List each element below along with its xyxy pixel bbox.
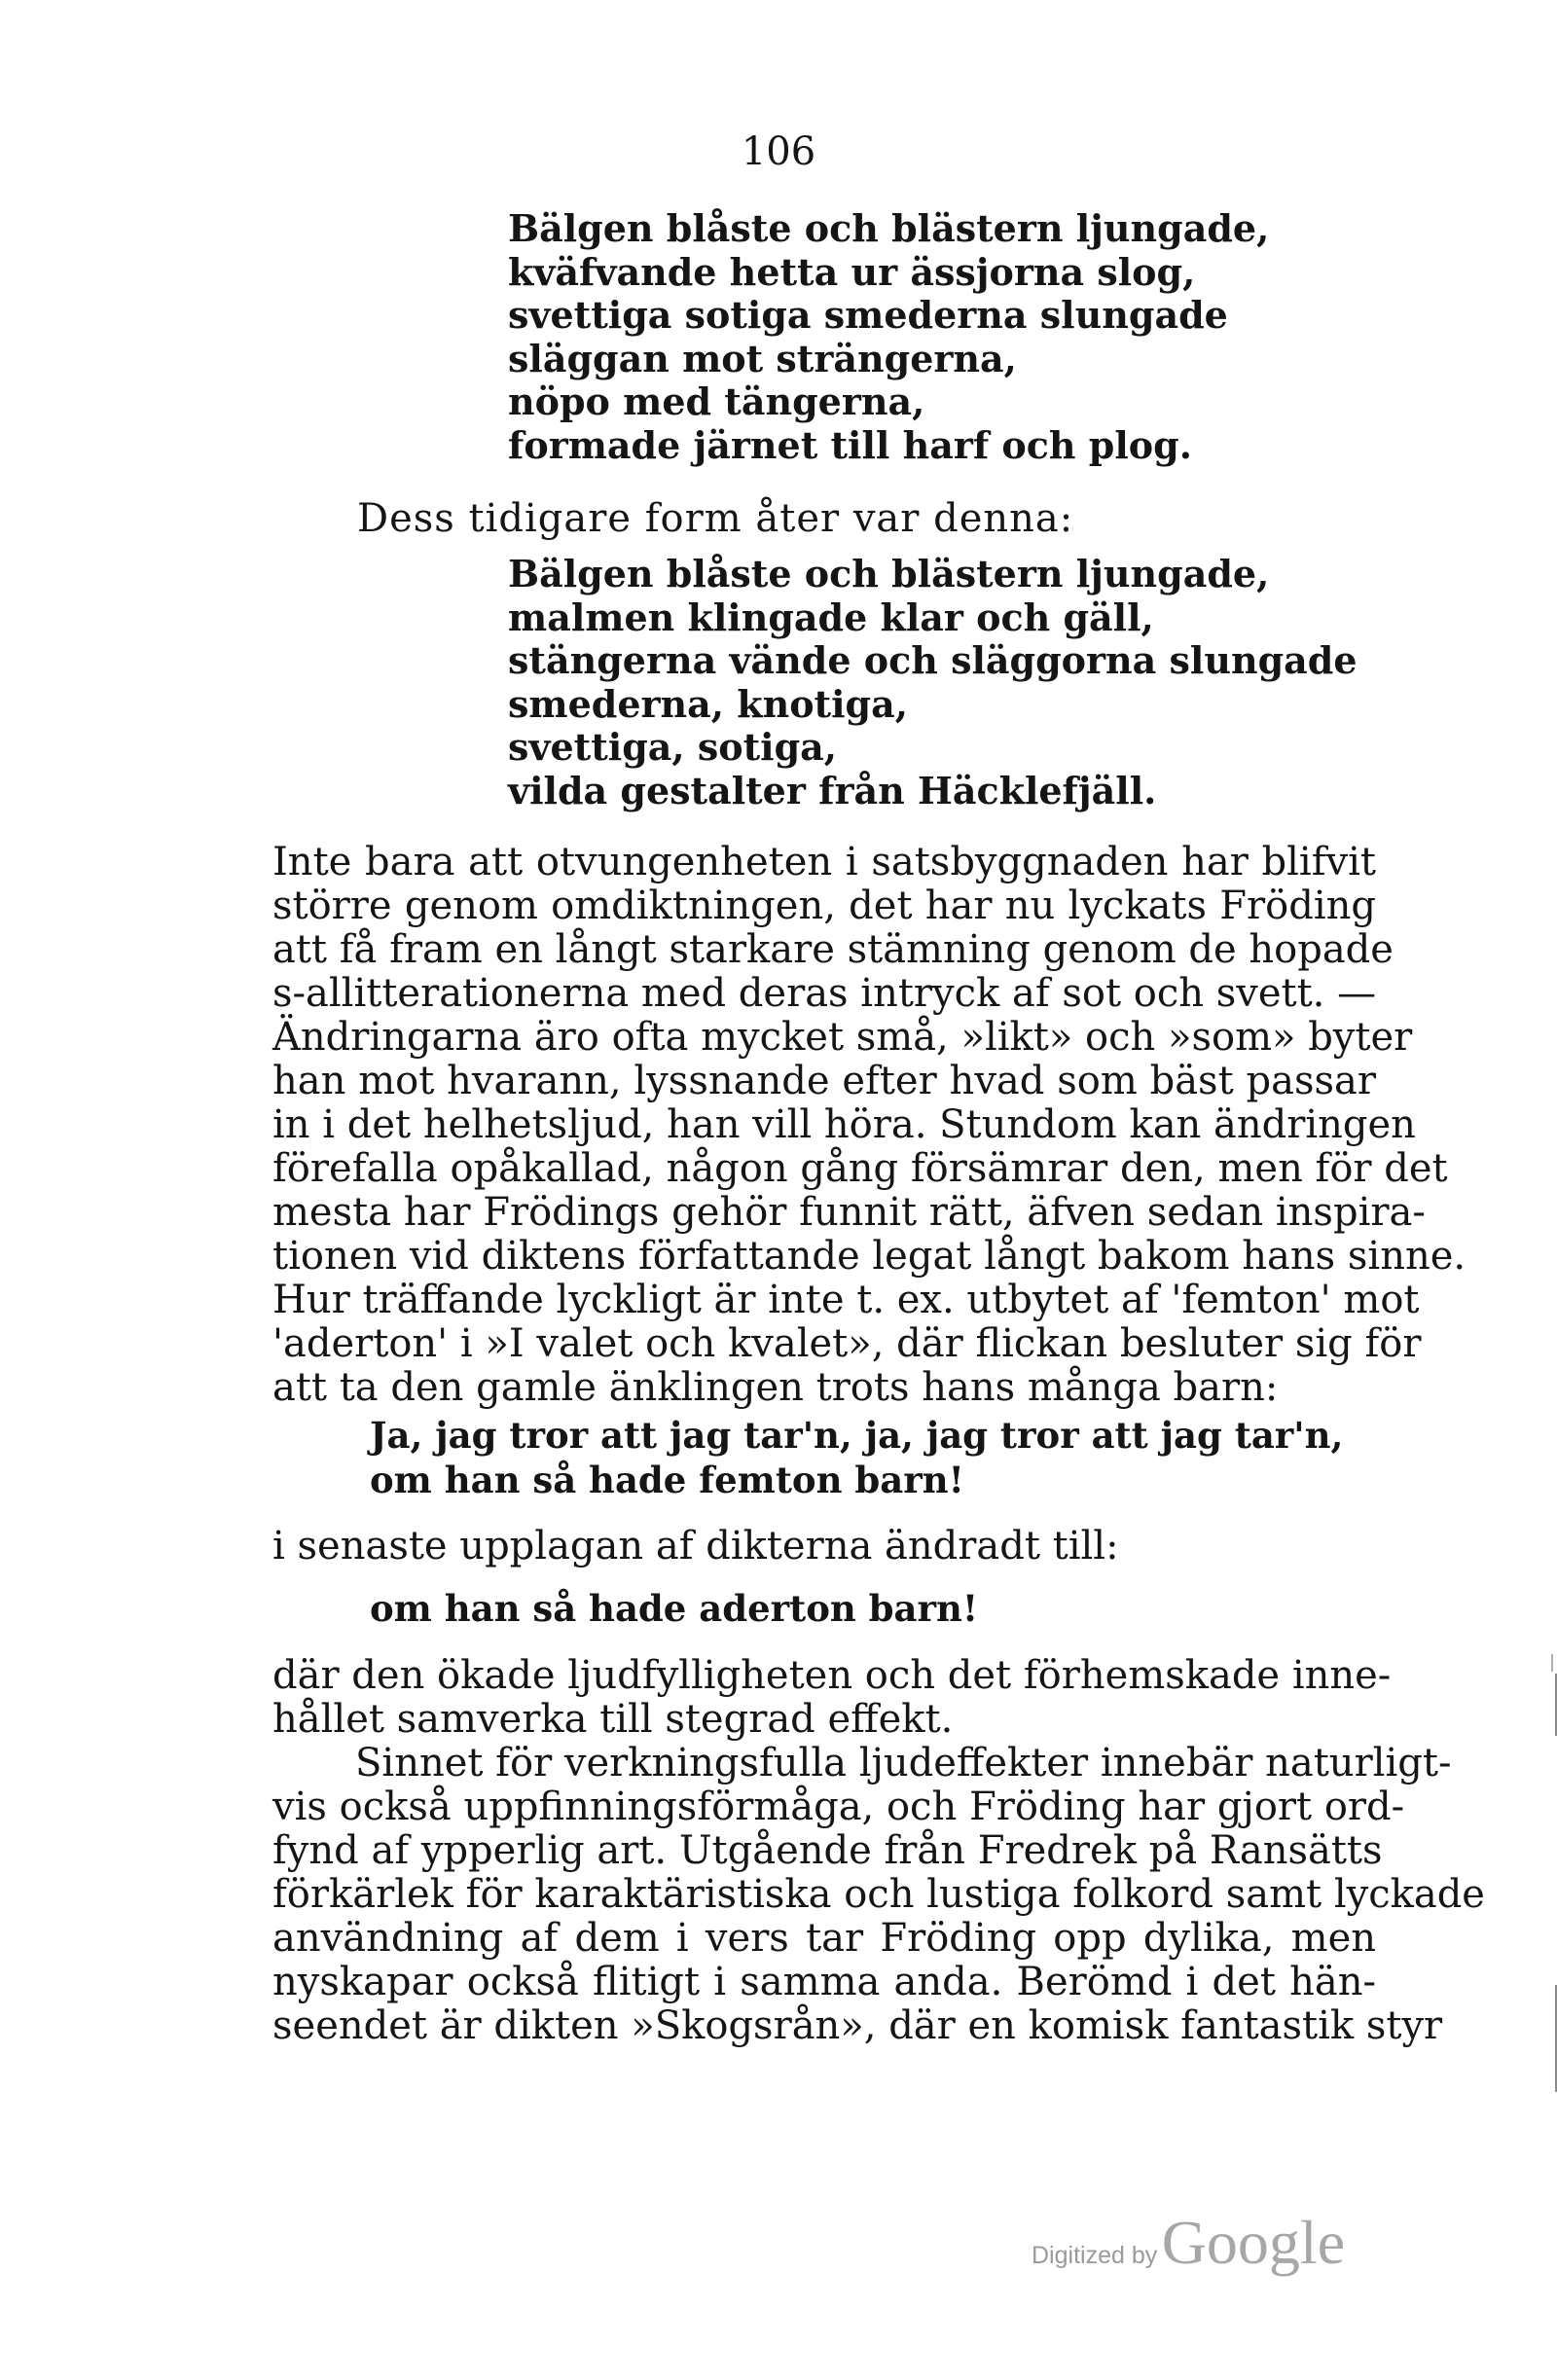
verse-line: formade järnet till harf och plog. (508, 422, 1192, 467)
poem-stanza-original (508, 207, 1269, 468)
verse-line: vilda gestalter från Häcklefjäll. (508, 768, 1157, 812)
transition-line: i senaste upplagan af dikterna ändradt till: (272, 1524, 1119, 1569)
text-line: mesta har Frödings gehör funnit rätt, äfven sedan inspira- (272, 1190, 1426, 1235)
verse-line: Bälgen blåste och blästern ljungade, (508, 206, 1270, 250)
text-line: 'aderton' i »I valet och kvalet», där flickan besluter sig för (272, 1321, 1422, 1366)
text-line: Hur träffande lyckligt är inte t. ex. utbytet af 'femton' mot (272, 1278, 1420, 1322)
text-line: in i det helhetsljud, han vill höra. Stundom kan ändringen (272, 1102, 1416, 1147)
verse-line: Bälgen blåste och blästern ljungade, (508, 552, 1270, 595)
text-line: han mot hvarann, lyssnande efter hvad som bäst passar (272, 1059, 1376, 1103)
text-line: vis också uppfinningsförmåga, och Fröding har gjort ord- (272, 1785, 1405, 1829)
text-line: där den ökade ljudfylligheten och det förhemskade inne- (272, 1653, 1392, 1698)
digitized-watermark (1032, 2207, 1345, 2279)
text-line: Sinnet för verkningsfulla ljudeffekter innebär naturligt- (355, 1741, 1452, 1785)
text-line: Inte bara att otvungenheten i satsbyggnaden har blifvit (272, 840, 1376, 884)
quote-line: om han så hade femton barn! (370, 1459, 964, 1501)
verse-line: kväfvande hetta ur ässjorna slog, (508, 249, 1196, 294)
text-line: att få fram en långt starkare stämning genom de hopade (272, 927, 1394, 972)
text-line: användning af dem i vers tar Fröding opp dylika, men (272, 1916, 1376, 1961)
text-line: förefalla opåkallad, någon gång försämrar den, men för det (272, 1146, 1448, 1191)
quote-line: om han så hade aderton barn! (370, 1587, 979, 1630)
body-paragraph-2 (272, 1653, 1392, 1742)
text-line: att ta den gamle änklingen trots hans många barn: (272, 1365, 1279, 1410)
page-number: 106 (741, 129, 816, 174)
text-line: hållet samverka till stegrad effekt. (272, 1697, 954, 1742)
body-paragraph-3 (272, 1741, 1485, 2048)
body-paragraph-1 (272, 840, 1466, 1410)
poem-quote-femton (370, 1413, 1343, 1502)
verse-line: stängerna vände och släggorna slungade (508, 638, 1358, 683)
text-line: seendet är dikten »Skogsrån», där en komisk fantastik styr (272, 2003, 1443, 2048)
verse-line: nöpo med tängerna, (508, 379, 925, 424)
text-line: s-allitterationerna med deras intryck af sot och svett. — (272, 971, 1377, 1016)
verse-line: malmen klingade klar och gäll, (508, 595, 1154, 639)
verse-line: svettiga sotiga smederna slungade (508, 293, 1228, 338)
text-line: förkärlek för karaktäristiska och lustiga folkord samt lyckade (272, 1872, 1485, 1917)
verse-line: svettiga, sotiga, (508, 725, 837, 770)
scan-edge-mark (1551, 1654, 1553, 1672)
text-line: tionen vid diktens författande legat långt bakom hans sinne. (272, 1234, 1466, 1279)
text-line: större genom omdiktningen, det har nu lyckats Fröding (272, 883, 1376, 928)
quote-line: Ja, jag tror att jag tar'n, ja, jag tror att jag tar'n, (370, 1414, 1344, 1457)
text-line: Ändringarna äro ofta mycket små, »likt» och »som» byter (272, 1015, 1413, 1060)
text-line: fynd af ypperlig art. Utgående från Fredrek på Ransätts (272, 1828, 1383, 1873)
text-line: nyskapar också flitigt i samma anda. Berömd i det hän- (272, 1960, 1376, 2004)
watermark-prefix: Digitized by (1032, 2242, 1158, 2269)
stanza-intro: Dess tidigare form åter var denna: (357, 496, 1074, 541)
verse-line: smederna, knotiga, (508, 681, 908, 726)
poem-stanza-earlier-form (508, 553, 1358, 813)
google-logo: Google (1161, 2208, 1346, 2277)
poem-quote-aderton (370, 1586, 978, 1631)
verse-line: släggan mot strängerna, (508, 336, 1017, 380)
